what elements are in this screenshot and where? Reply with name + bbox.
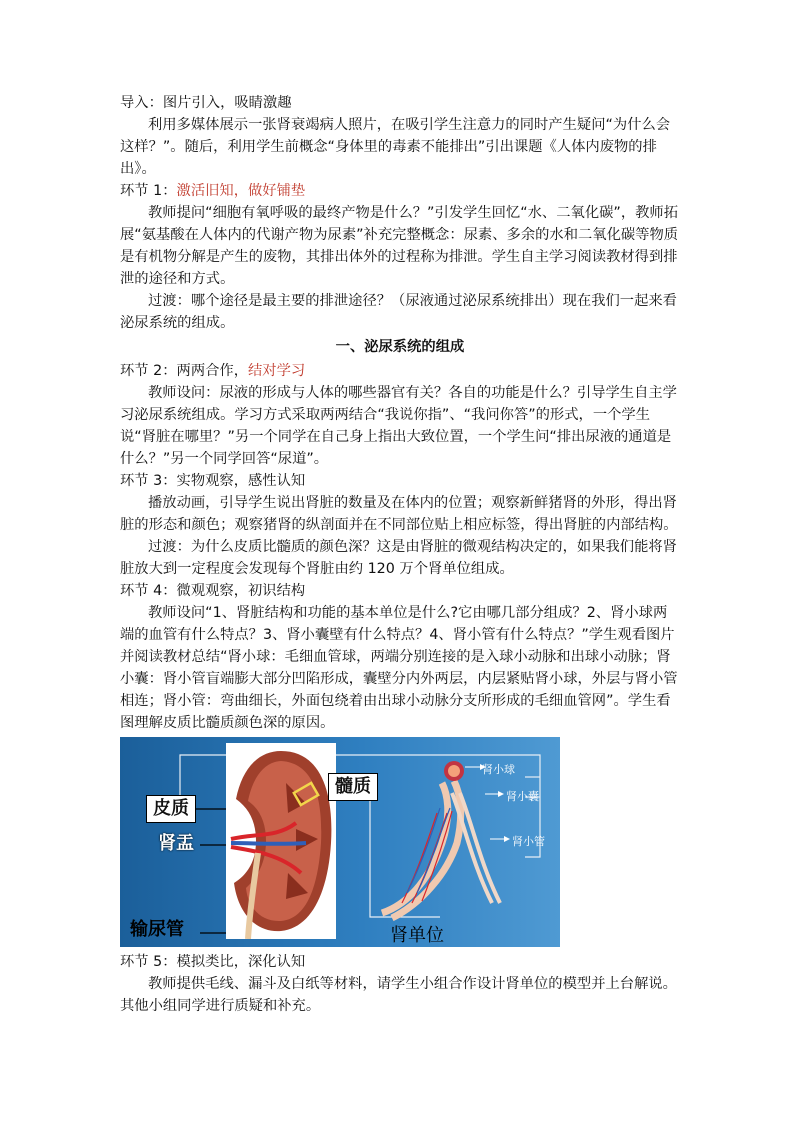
- step2-label: 环节 2：两两合作，: [120, 363, 249, 379]
- step3-body: 播放动画，引导学生说出肾脏的数量及在体内的位置；观察新鲜猪肾的外形，得出肾脏的形态和颜色；观察猪肾的纵剖面并在不同部位贴上相应标签，得出肾脏的内部结构。: [120, 495, 678, 533]
- kidney-cross-section-panel: [226, 743, 336, 939]
- step1-body: 教师提问“细胞有氧呼吸的最终产物是什么？”引发学生回忆“水、二氧化碳”，教师拓展“氨基酸在人体内的代谢产物为尿素”补充完整概念：尿素、多余的水和二氧化碳等物质是有机物分解是产生的废物，其排出体外的过程称为排泄。学生自主学习阅读教材得到排泄的途径和方式。: [120, 205, 679, 287]
- label-medulla: 髓质: [328, 773, 378, 801]
- kidney-cross-section: [226, 743, 336, 939]
- step3-transition: 过渡：为什么皮质比髓质的颜色深？这是由肾脏的微观结构决定的，如果我们能将肾脏放大到一定程度会发现每个肾脏由约 120 万个肾单位组成。: [120, 539, 677, 577]
- label-renal-capsule: 肾小囊: [506, 790, 539, 803]
- label-glomerulus: 肾小球: [482, 763, 515, 776]
- step2-body: 教师设问：尿液的形成与人体的哪些器官有关？各自的功能是什么？引导学生自主学习泌尿系统组成。学习方式采取两两结合“我说你指”、“我问你答”的形式，一个学生说“肾脏在哪里？”另一个同学在自己身上指出大致位置，一个学生问“排出尿液的通道是什么？”另一个同学回答“尿道”。: [120, 385, 677, 467]
- section1-heading: 一、泌尿系统的组成: [335, 339, 465, 355]
- step3-title: 环节 3：实物观察，感性认知: [120, 473, 306, 489]
- step5-body: 教师提供毛线、漏斗及白纸等材料，请学生小组合作设计肾单位的模型并上台解说。其他小组同学进行质疑和补充。: [120, 976, 677, 1014]
- step1-title: [120, 180, 680, 202]
- step1-highlight: 激活旧知，做好铺垫: [176, 183, 306, 199]
- intro-title: 导入：图片引入，吸睛激趣: [120, 95, 292, 111]
- label-nephron: 肾单位: [390, 925, 444, 946]
- step1-transition: 过渡：哪个途径是最主要的排泄途径？（尿液通过泌尿系统排出）现在我们一起来看泌尿系统的组成。: [120, 293, 677, 331]
- intro-body: 利用多媒体展示一张肾衰竭病人照片，在吸引学生注意力的同时产生疑问“为什么会这样？”。随后，利用学生前概念“身体里的毒素不能排出”引出课题《人体内废物的排出》。: [120, 117, 671, 177]
- step4-body: 教师设问“1、肾脏结构和功能的基本单位是什么?它由哪几部分组成？2、肾小球两端的血管有什么特点？3、肾小囊壁有什么特点？4、肾小管有什么特点？”学生观看图片并阅读教材总结“肾小球：毛细血管球，两端分别连接的是入球小动脉和出球小动脉；肾小囊：肾小管盲端膨大部分凹陷形成，囊壁分内外两层，内层紧贴肾小球，外层与肾小管相连；肾小管：弯曲细长，外面包绕着由出球小动脉分支所形成的毛细血管网”。学生看图理解皮质比髓质颜色深的原因。: [120, 605, 678, 731]
- label-cortex: 皮质: [146, 795, 196, 823]
- label-renal-tubule: 肾小管: [512, 835, 545, 848]
- step2-highlight: 结对学习: [248, 363, 306, 379]
- step2-title: [120, 360, 680, 382]
- step5-title: 环节 5：模拟类比，深化认知: [120, 954, 306, 970]
- label-renal-pelvis: 肾盂: [158, 833, 194, 854]
- step1-label: 环节 1：: [120, 183, 177, 199]
- document-page: [120, 92, 680, 1017]
- kidney-diagram: [120, 737, 560, 947]
- step4-title: 环节 4：微观观察，初识结构: [120, 583, 306, 599]
- label-ureter: 输尿管: [130, 919, 184, 940]
